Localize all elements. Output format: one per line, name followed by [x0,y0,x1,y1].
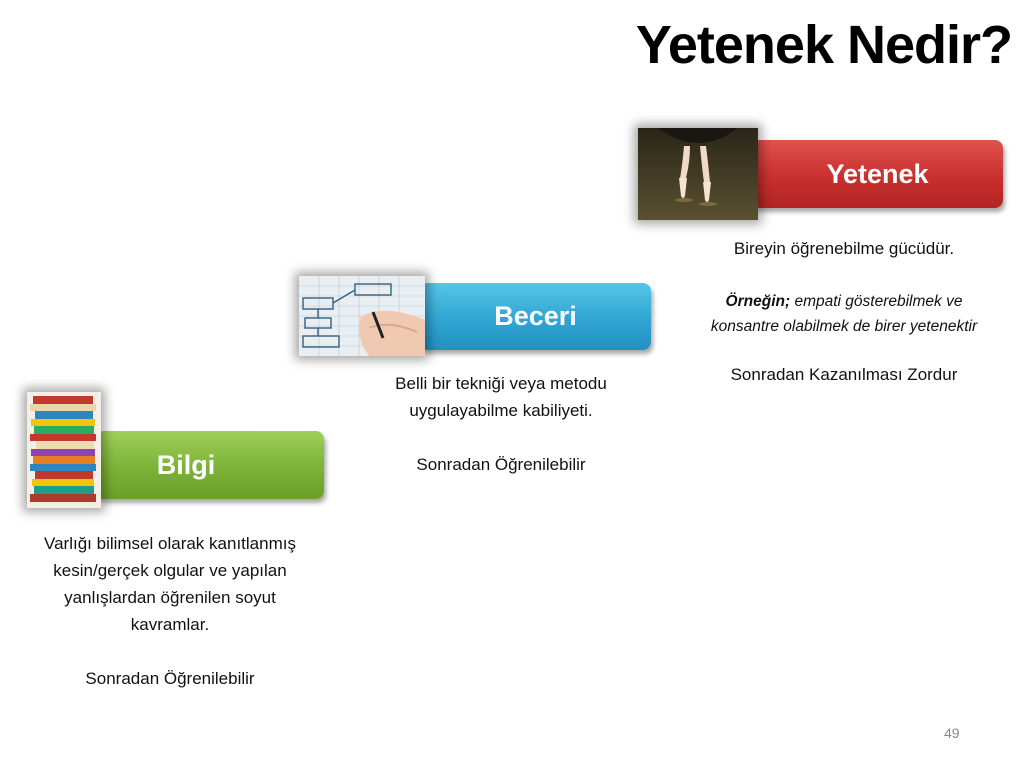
bilgi-note: Sonradan Öğrenilebilir [85,669,255,688]
slide-title: Yetenek Nedir? [635,15,1012,75]
yetenek-label: Yetenek [826,158,929,189]
bilgi-bar [96,431,324,499]
yetenek-example-text: empati gösterebilmek ve konsantre olabilmek de birer yetenektir [710,293,978,335]
bilgi-description-block [24,530,316,692]
yetenek-description: Bireyin öğrenebilme gücüdür. [733,239,955,258]
yetenek-bar [752,140,1003,208]
beceri-label: Beceri [494,301,577,331]
yetenek-note: Sonradan Kazanılması Zordur [730,365,958,384]
yetenek-example-label: Örneğin; [725,293,791,310]
yetenek-description-block [690,235,998,388]
bilgi-label: Bilgi [156,449,216,480]
bilgi-description: Varlığı bilimsel olarak kanıtlanmış kesin/gerçek olgular ve yapılan yanlışlardan öğrenilen soyut kavramlar. [44,534,296,634]
ballet-dancer-icon [638,128,758,220]
beceri-bar [420,283,651,350]
page-number: 49 [944,725,960,741]
yetenek-example [690,289,998,339]
planning-diagram-icon [299,276,425,356]
books-stack-icon [27,392,101,508]
beceri-description: Belli bir tekniği veya metodu uygulayabilme kabiliyeti. [395,374,607,420]
beceri-description-block [356,370,646,478]
beceri-note: Sonradan Öğrenilebilir [416,455,586,474]
